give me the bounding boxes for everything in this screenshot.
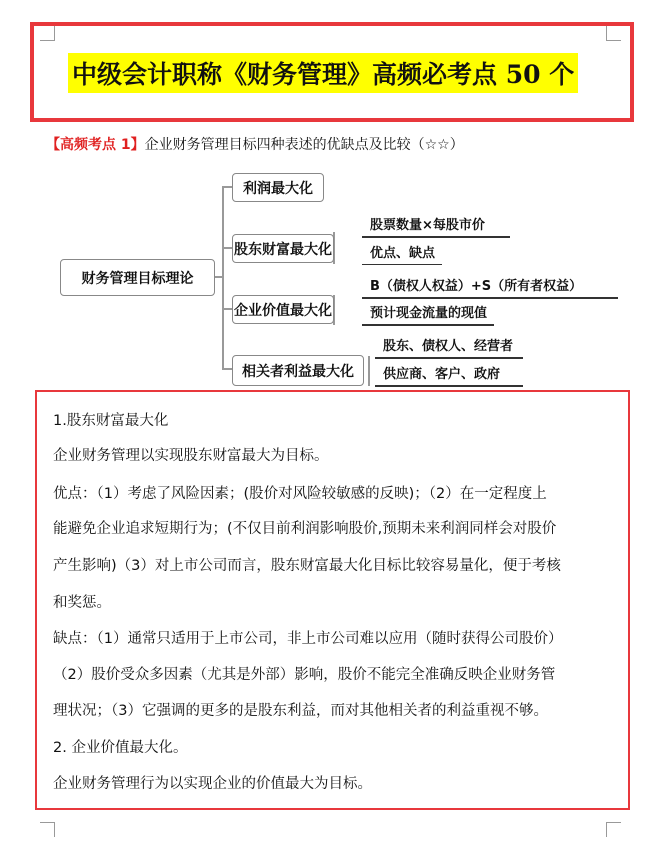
mindmap-root: 财务管理目标理论 <box>60 259 215 296</box>
section-heading-text: 企业财务管理目标四种表述的优缺点及比较（☆☆） <box>144 137 464 153</box>
body-line: 企业财务管理行为以实现企业的价值最大为目标。 <box>53 776 372 792</box>
body-line: 产生影响)（3）对上市公司而言，股东财富最大化目标比较容易量化，便于考核 <box>53 558 561 574</box>
body-line: （2）股价受众多因素（尤其是外部）影响，股价不能完全准确反映企业财务管 <box>53 667 556 683</box>
body-line: 1.股东财富最大化 <box>53 413 169 429</box>
section-heading <box>46 134 464 154</box>
body-line: 和奖惩。 <box>53 595 111 611</box>
content-box <box>35 390 630 810</box>
body-line: 能避免企业追求短期行为；(不仅目前利润影响股价,预期未来利润同样会对股价 <box>53 521 557 537</box>
page-corner-mark <box>606 822 621 837</box>
mindmap-leaf: 股票数量×每股市价 <box>362 214 510 238</box>
page-corner-mark <box>40 822 55 837</box>
mindmap-branch: 股东财富最大化 <box>232 234 334 263</box>
mindmap-leaf: 优点、缺点 <box>362 242 442 265</box>
section-tag: 【高频考点 1】 <box>46 137 145 153</box>
mindmap-branch: 相关者利益最大化 <box>232 355 364 386</box>
mindmap-leaf: 股东、债权人、经营者 <box>375 335 523 359</box>
mindmap-branch: 利润最大化 <box>232 173 324 202</box>
body-line: 缺点：（1）通常只适用于上市公司，非上市公司难以应用（随时获得公司股价） <box>53 631 563 647</box>
title-box <box>30 22 634 122</box>
mindmap-leaf: B（债权人权益）+S（所有者权益） <box>362 275 618 299</box>
body-line: 企业财务管理以实现股东财富最大为目标。 <box>53 448 329 464</box>
mindmap-leaf: 供应商、客户、政府 <box>375 363 523 387</box>
page-title: 中级会计职称《财务管理》高频必考点 50 个 <box>68 53 578 93</box>
body-line: 理状况；（3）它强调的更多的是股东利益，而对其他相关者的利益重视不够。 <box>53 703 548 719</box>
mindmap-leaf: 预计现金流量的现值 <box>362 302 494 326</box>
body-line: 2. 企业价值最大化。 <box>53 740 188 756</box>
mindmap-branch: 企业价值最大化 <box>232 295 334 324</box>
body-line: 优点：（1）考虑了风险因素；(股价对风险较敏感的反映)；（2）在一定程度上 <box>53 486 547 502</box>
